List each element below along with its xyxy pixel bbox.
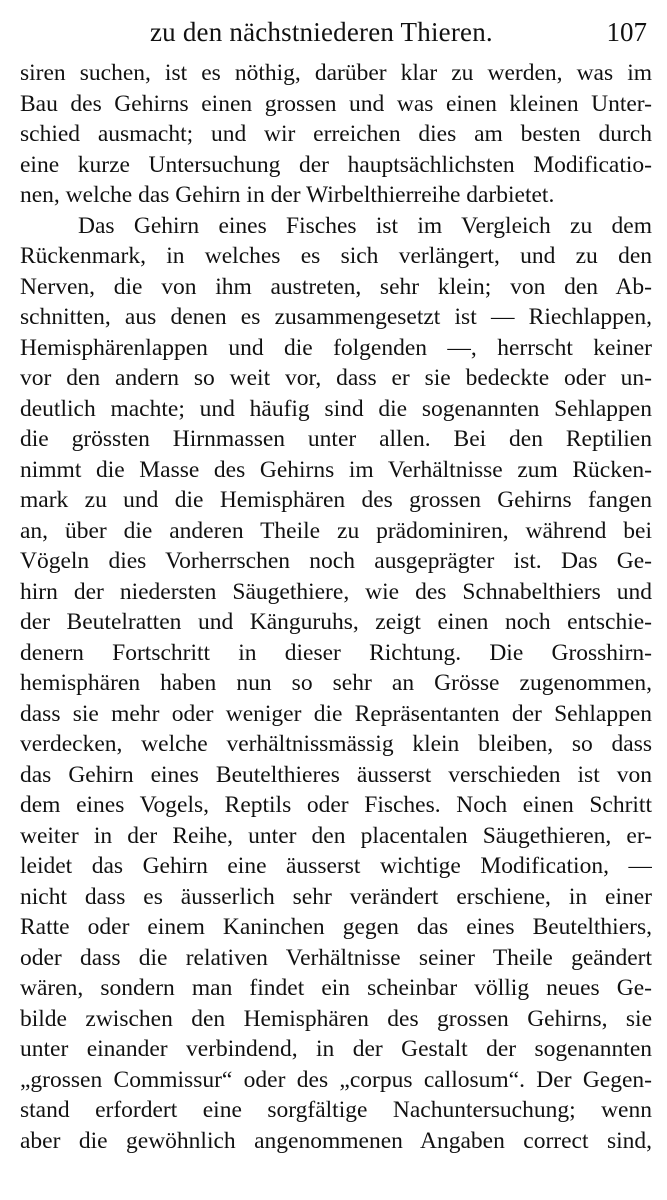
text-line: siren suchen, ist es nöthig, darüber klar zu werden, was im bbox=[20, 60, 652, 86]
paragraph-first-line: Das Gehirn eines Fisches ist im Vergleich zu dem bbox=[78, 212, 652, 239]
text-line: deutlich machte; und häufig sind die sogenannten Sehlappen bbox=[20, 395, 652, 422]
text-line: schnitten, aus denen es zusammengesetzt ist — Riechlappen, bbox=[20, 304, 652, 330]
text-line: oder dass die relativen Verhältnisse seiner Theile geändert bbox=[20, 944, 652, 971]
text-line: dem eines Vogels, Reptils oder Fisches. Noch einen Schritt bbox=[20, 792, 652, 818]
running-title: zu den nächstniederen Thieren. bbox=[150, 17, 493, 47]
text-line: Vögeln dies Vorherrschen noch ausgeprägter ist. Das Ge- bbox=[20, 548, 652, 574]
text-line: nen, welche das Gehirn in der Wirbelthierreihe darbietet. bbox=[20, 182, 555, 208]
text-line: hemisphären haben nun so sehr an Grösse zugenommen, bbox=[20, 670, 652, 696]
text-line: aber die gewöhnlich angenommenen Angaben correct sind, bbox=[20, 1127, 652, 1154]
running-head bbox=[0, 14, 667, 54]
text-line: dass sie mehr oder weniger die Repräsentanten der Sehlappen bbox=[20, 700, 652, 727]
text-line: Ratte oder einem Kaninchen gegen das eines Beutelthiers, bbox=[20, 914, 652, 940]
text-line: mark zu und die Hemisphären des grossen Gehirns fangen bbox=[20, 487, 652, 513]
text-line: nimmt die Masse des Gehirns im Verhältnisse zum Rücken- bbox=[20, 456, 652, 483]
text-line: an, über die anderen Theile zu prädominiren, während bei bbox=[20, 517, 652, 544]
text-line: „grossen Commissur“ oder des „corpus callosum“. Der Gegen- bbox=[20, 1066, 652, 1093]
text-line: der Beutelratten und Känguruhs, zeigt einen noch entschie- bbox=[20, 609, 652, 635]
text-line: Bau des Gehirns einen grossen und was einen kleinen Unter- bbox=[20, 90, 652, 117]
text-line: weiter in der Reihe, unter den placentalen Säugethieren, er- bbox=[20, 822, 652, 849]
text-line: wären, sondern man findet ein scheinbar völlig neues Ge- bbox=[20, 975, 652, 1001]
text-line: stand erfordert eine sorgfältige Nachuntersuchung; wenn bbox=[20, 1097, 652, 1123]
text-line: die grössten Hirnmassen unter allen. Bei den Reptilien bbox=[20, 426, 652, 452]
text-line: eine kurze Untersuchung der hauptsächlichsten Modificatio- bbox=[20, 151, 652, 178]
text-line: Rückenmark, in welches es sich verlängert, und zu den bbox=[20, 243, 652, 269]
text-line: unter einander verbindend, in der Gestalt der sogenannten bbox=[20, 1036, 652, 1062]
page-number: 107 bbox=[606, 17, 647, 47]
body-text bbox=[20, 58, 652, 1156]
text-line: schied ausmacht; und wir erreichen dies am besten durch bbox=[20, 121, 652, 147]
text-line: vor den andern so weit vor, dass er sie bedeckte oder un- bbox=[20, 365, 652, 391]
text-line: denern Fortschritt in dieser Richtung. Die Grosshirn- bbox=[20, 639, 652, 666]
text-line: hirn der niedersten Säugethiere, wie des Schnabelthiers und bbox=[20, 578, 652, 605]
text-line: leidet das Gehirn eine äusserst wichtige Modification, — bbox=[20, 853, 652, 879]
text-line: Hemisphärenlappen und die folgenden —, herrscht keiner bbox=[20, 334, 652, 361]
text-line: bilde zwischen den Hemisphären des grossen Gehirns, sie bbox=[20, 1005, 652, 1032]
text-line: nicht dass es äusserlich sehr verändert erschiene, in einer bbox=[20, 883, 652, 910]
text-line: Nerven, die von ihm austreten, sehr klein; von den Ab- bbox=[20, 273, 652, 300]
text-line: verdecken, welche verhältnissmässig klein bleiben, so dass bbox=[20, 731, 652, 757]
text-line: das Gehirn eines Beutelthieres äusserst verschieden ist von bbox=[20, 761, 652, 788]
